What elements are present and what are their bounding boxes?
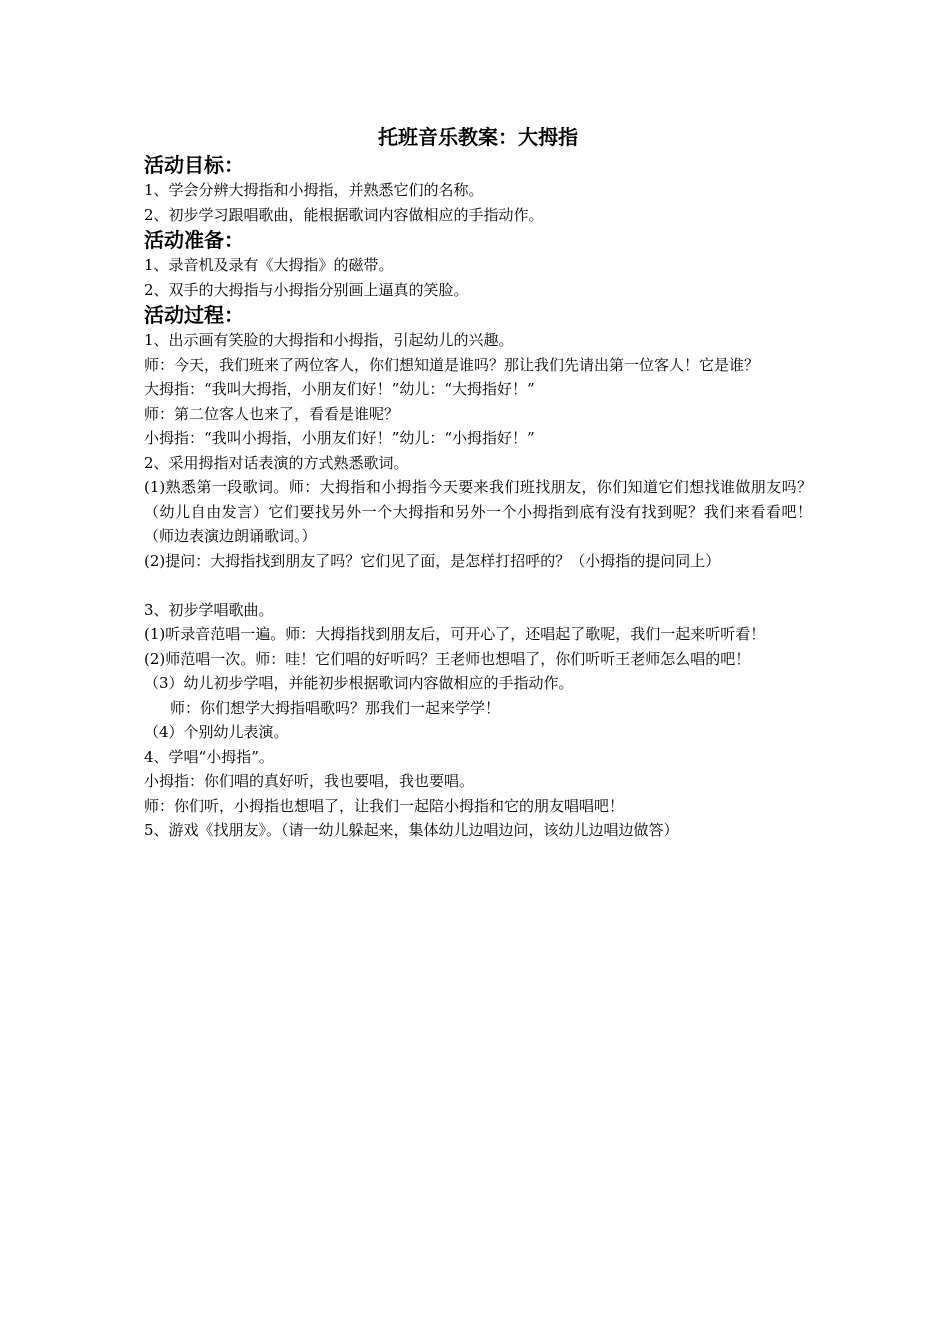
document-title: 托班音乐教案：大拇指 bbox=[378, 125, 578, 149]
section-heading-process: 活动过程： bbox=[144, 303, 244, 327]
section-heading-preparation: 活动准备： bbox=[144, 228, 244, 252]
process-line: 5、游戏《找朋友》。（请一幼儿躲起来，集体幼儿边唱边问，该幼儿边唱边做答） bbox=[144, 821, 679, 839]
process-line: (2)师范唱一次。师：哇！它们唱的好听吗？王老师也想唱了，你们听听王老师怎么唱的吧！ bbox=[144, 649, 751, 668]
process-line: (1)熟悉第一段歌词。师：大拇指和小拇指今天要来我们班找朋友，你们知道它们想找谁做朋友吗？（幼儿自由发言）它们要找另外一个大拇指和另外一个小拇指到底有没有找到呢？我们来看看吧！（师边表演边朗诵歌词。） bbox=[144, 478, 812, 545]
process-line: 1、出示画有笑脸的大拇指和小拇指，引起幼儿的兴趣。 bbox=[144, 331, 514, 349]
process-line: 师：你们想学大拇指唱歌吗？那我们一起来学学！ bbox=[170, 698, 501, 717]
blank-line bbox=[144, 573, 812, 598]
goal-item-2: 2、初步学习跟唱歌曲，能根据歌词内容做相应的手指动作。 bbox=[144, 205, 544, 224]
section-heading-goals: 活动目标： bbox=[144, 153, 244, 177]
process-line: 师：你们听，小拇指也想唱了，让我们一起陪小拇指和它的朋友唱唱吧！ bbox=[144, 796, 625, 815]
preparation-item-2: 2、双手的大拇指与小拇指分别画上逼真的笑脸。 bbox=[144, 280, 469, 299]
process-line: 小拇指：你们唱的真好听，我也要唱，我也要唱。 bbox=[144, 772, 475, 790]
process-line: (2)提问：大拇指找到朋友了吗？它们见了面，是怎样打招呼的？（小拇指的提问同上） bbox=[144, 551, 721, 570]
process-line: 小拇指：“我叫小拇指，小朋友们好！”幼儿：“小拇指好！” bbox=[144, 429, 535, 447]
goal-item-1: 1、学会分辨大拇指和小拇指，并熟悉它们的名称。 bbox=[144, 181, 484, 199]
document-page bbox=[144, 122, 812, 843]
process-line: 大拇指：“我叫大拇指，小朋友们好！”幼儿：“大拇指好！” bbox=[144, 380, 535, 398]
process-line: （3）幼儿初步学唱，并能初步根据歌词内容做相应的手指动作。 bbox=[144, 674, 574, 692]
process-line: 2、采用拇指对话表演的方式熟悉歌词。 bbox=[144, 453, 409, 472]
process-line: 师：今天，我们班来了两位客人，你们想知道是谁吗？那让我们先请出第一位客人！它是谁？ bbox=[144, 355, 760, 374]
process-line: 3、初步学唱歌曲。 bbox=[144, 600, 274, 619]
process-line: 师：第二位客人也来了，看看是谁呢？ bbox=[144, 404, 400, 423]
process-line: （4）个别幼儿表演。 bbox=[144, 723, 289, 741]
process-line: (1)听录音范唱一遍。师：大拇指找到朋友后，可开心了，还唱起了歌呢，我们一起来听听看！ bbox=[144, 625, 766, 643]
preparation-item-1: 1、录音机及录有《大拇指》的磁带。 bbox=[144, 256, 394, 274]
process-line: 4、学唱“小拇指”。 bbox=[144, 747, 274, 766]
